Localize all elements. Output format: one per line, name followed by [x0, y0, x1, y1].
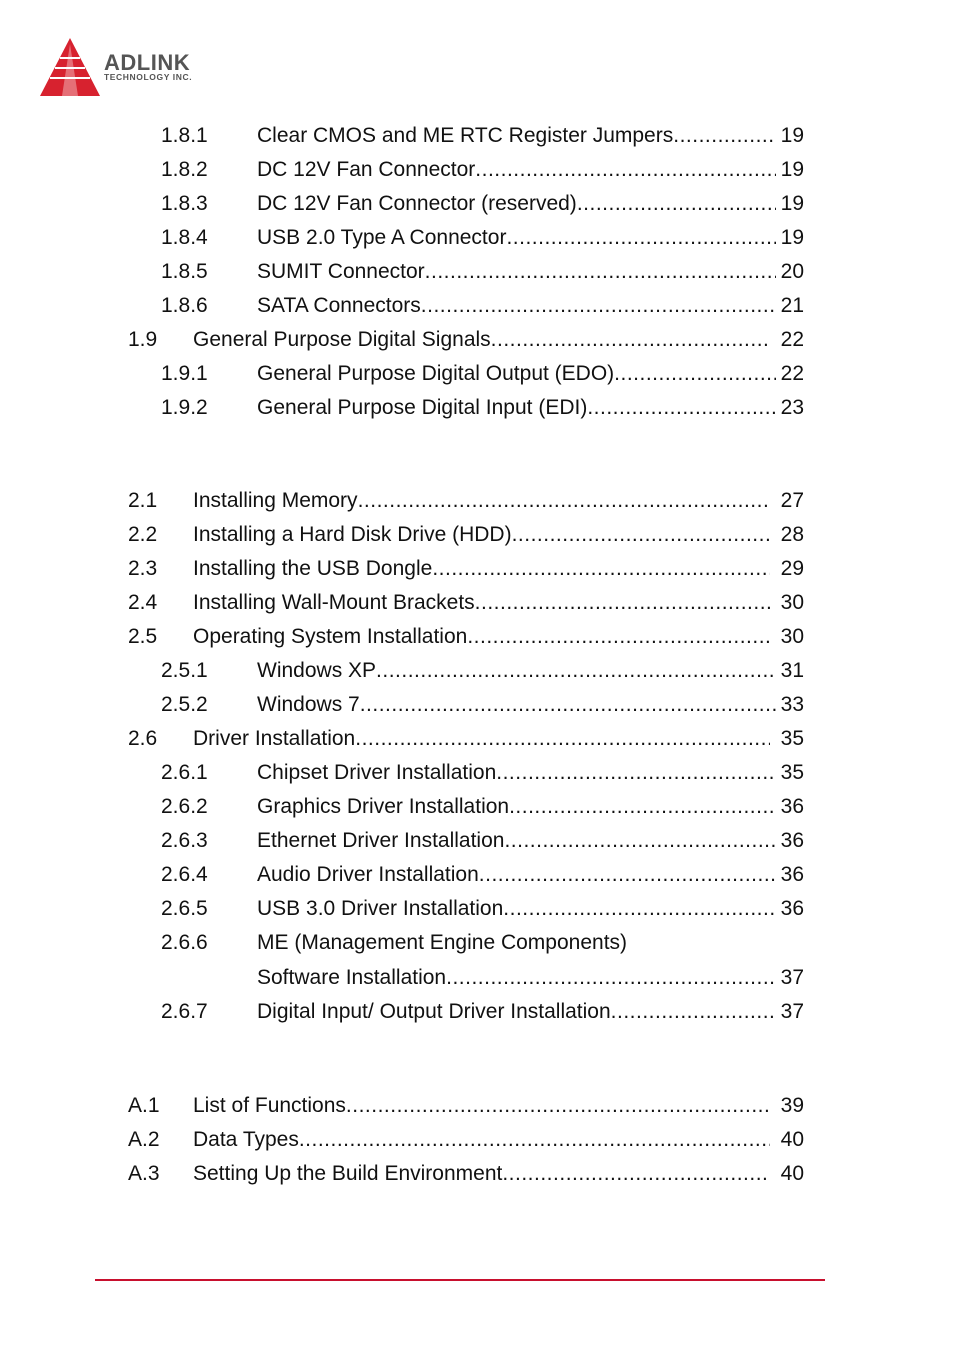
toc-entry-page: 31: [780, 659, 804, 682]
toc-entry[interactable]: [0, 827, 954, 855]
toc-leader-dots: [425, 258, 776, 286]
toc-entry-page: 23: [780, 396, 804, 419]
toc-entry-number: A.3: [128, 1162, 160, 1185]
toc-entry[interactable]: [0, 487, 954, 515]
toc-leader-dots: [577, 190, 776, 218]
toc-entry-number: 2.6.5: [161, 897, 208, 920]
toc-entry-number: 2.6.7: [161, 1000, 208, 1023]
toc-entry-page: 19: [780, 158, 804, 181]
toc-leader-dots: [446, 964, 776, 992]
toc-entry-page: 22: [780, 328, 804, 351]
toc-leader-dots: [509, 793, 776, 821]
toc-entry-title: Installing the USB Dongle: [193, 557, 433, 580]
toc-leader-dots: [496, 759, 776, 787]
toc-entry-page: 37: [780, 966, 804, 989]
toc-entry[interactable]: [0, 1160, 954, 1188]
toc-entry-number: 2.5: [128, 625, 158, 648]
toc-leader-dots: [432, 555, 770, 583]
toc-leader-dots: [346, 1092, 770, 1120]
toc-leader-dots: [587, 394, 776, 422]
toc-entry[interactable]: [0, 258, 954, 286]
toc-entry-page: 40: [780, 1162, 804, 1185]
toc-leader-dots: [358, 487, 770, 515]
toc-leader-dots: [512, 521, 770, 549]
toc-entry[interactable]: [0, 861, 954, 889]
toc-entry-number: 1.9.2: [161, 396, 208, 419]
toc-entry-number: 1.8.5: [161, 260, 208, 283]
toc-leader-dots: [673, 122, 776, 150]
toc-entry[interactable]: [0, 360, 954, 388]
toc-entry-title: Operating System Installation: [193, 625, 468, 648]
toc-entry-number: 1.8.1: [161, 124, 208, 147]
toc-entry-page: 35: [780, 761, 804, 784]
toc-leader-dots: [611, 998, 776, 1026]
toc-entry[interactable]: [0, 657, 954, 685]
toc-entry[interactable]: [0, 394, 954, 422]
toc-entry-number: 2.5.2: [161, 693, 208, 716]
toc-leader-dots: [355, 725, 770, 753]
toc-entry-page: 19: [780, 192, 804, 215]
toc-entry-number: 2.6.4: [161, 863, 208, 886]
toc-entry[interactable]: [0, 122, 954, 150]
toc-entry-page: 39: [780, 1094, 804, 1117]
toc-entry-page: 19: [780, 124, 804, 147]
toc-entry-page: 21: [780, 294, 804, 317]
toc-entry-number: 1.9.1: [161, 362, 208, 385]
toc-leader-dots: [491, 326, 770, 354]
toc-entry-page: 36: [780, 897, 804, 920]
toc-entry[interactable]: [0, 190, 954, 218]
toc-entry[interactable]: [0, 521, 954, 549]
toc-entry-page: 30: [780, 625, 804, 648]
brand-name: ADLINK: [104, 50, 191, 75]
toc-entry-page: 22: [780, 362, 804, 385]
toc-entry-page: 27: [780, 489, 804, 512]
toc-entry-number: 2.1: [128, 489, 158, 512]
toc-entry-number: 2.6: [128, 727, 158, 750]
toc-entry[interactable]: [0, 224, 954, 252]
adlink-triangle-icon: [38, 38, 102, 100]
toc-entry-number: 1.8.2: [161, 158, 208, 181]
toc-entry-title: General Purpose Digital Output (EDO): [257, 362, 615, 385]
toc-entry-title: Setting Up the Build Environment: [193, 1162, 503, 1185]
toc-entry[interactable]: [0, 793, 954, 821]
toc-entry-number: 2.6.1: [161, 761, 208, 784]
toc-entry-number: A.2: [128, 1128, 160, 1151]
toc-entry-title: SATA Connectors: [257, 294, 421, 317]
toc-entry-title: Driver Installation: [193, 727, 356, 750]
toc-entry-title: ME (Management Engine Components): [257, 931, 628, 954]
footer-divider: [95, 1279, 825, 1281]
toc-leader-dots: [376, 657, 776, 685]
toc-entry-page: 36: [780, 829, 804, 852]
toc-entry-title: Software Installation: [257, 966, 447, 989]
toc-leader-dots: [467, 623, 770, 651]
toc-leader-dots: [421, 292, 776, 320]
toc-entry-page: 29: [780, 557, 804, 580]
toc-entry-number: 1.9: [128, 328, 158, 351]
toc-entry-number: 2.6.6: [161, 931, 208, 954]
toc-entry-number: 1.8.3: [161, 192, 208, 215]
toc-entry-number: 2.2: [128, 523, 158, 546]
toc-entry[interactable]: [0, 725, 954, 753]
toc-entry[interactable]: [0, 555, 954, 583]
toc-entry-page: 36: [780, 795, 804, 818]
toc-entry-page: 36: [780, 863, 804, 886]
toc-leader-dots: [502, 1160, 770, 1188]
brand-subtitle: TECHNOLOGY INC.: [104, 72, 193, 82]
toc-leader-dots: [479, 861, 776, 889]
toc-entry-title: General Purpose Digital Signals: [193, 328, 491, 351]
toc-entry-title: Audio Driver Installation: [257, 863, 479, 886]
toc-entry-title: Clear CMOS and ME RTC Register Jumpers: [257, 124, 674, 147]
toc-entry-page: 35: [780, 727, 804, 750]
toc-entry-title: Installing Memory: [193, 489, 358, 512]
toc-entry[interactable]: [0, 623, 954, 651]
toc-entry-number: 1.8.6: [161, 294, 208, 317]
toc-entry[interactable]: [0, 1092, 954, 1120]
toc-entry-number: 2.5.1: [161, 659, 208, 682]
toc-entry[interactable]: [0, 929, 954, 957]
toc-entry-number: 2.6.2: [161, 795, 208, 818]
toc-entry-title: Installing a Hard Disk Drive (HDD): [193, 523, 512, 546]
toc-entry-title: DC 12V Fan Connector: [257, 158, 476, 181]
toc-entry-title: Windows XP: [257, 659, 377, 682]
toc-entry-number: 2.4: [128, 591, 158, 614]
toc-entry-number: 2.6.3: [161, 829, 208, 852]
toc-entry-title: USB 3.0 Driver Installation: [257, 897, 504, 920]
toc-entry-page: 30: [780, 591, 804, 614]
toc-entry-number: A.1: [128, 1094, 160, 1117]
toc-entry[interactable]: [0, 759, 954, 787]
toc-leader-dots: [475, 156, 776, 184]
toc-leader-dots: [503, 895, 776, 923]
toc-entry-page: 28: [780, 523, 804, 546]
toc-leader-dots: [506, 224, 776, 252]
toc-entry[interactable]: [0, 589, 954, 617]
toc-entry[interactable]: [0, 326, 954, 354]
toc-entry-title: Ethernet Driver Installation: [257, 829, 505, 852]
toc-leader-dots: [299, 1126, 770, 1154]
toc-entry-page: 20: [780, 260, 804, 283]
toc-entry-title: Installing Wall-Mount Brackets: [193, 591, 475, 614]
toc-entry-page: 33: [780, 693, 804, 716]
toc-entry-title: General Purpose Digital Input (EDI): [257, 396, 588, 419]
toc-entry[interactable]: [0, 998, 954, 1026]
toc-entry[interactable]: [0, 691, 954, 719]
toc-entry-title: Windows 7: [257, 693, 360, 716]
toc-entry-title: SUMIT Connector: [257, 260, 425, 283]
toc-leader-dots: [504, 827, 776, 855]
toc-entry-page: 19: [780, 226, 804, 249]
toc-entry-page: 40: [780, 1128, 804, 1151]
toc-entry-title: USB 2.0 Type A Connector: [257, 226, 507, 249]
toc-entry-title: Digital Input/ Output Driver Installation: [257, 1000, 611, 1023]
toc-leader-dots: [475, 589, 770, 617]
adlink-logo: [38, 38, 238, 100]
toc-entry[interactable]: [0, 292, 954, 320]
toc-leader-dots: [614, 360, 776, 388]
toc-entry-title: Data Types: [193, 1128, 299, 1151]
toc-entry-title: Chipset Driver Installation: [257, 761, 497, 784]
toc-entry[interactable]: [0, 895, 954, 923]
toc-entry[interactable]: [0, 1126, 954, 1154]
toc-entry-number: 2.3: [128, 557, 158, 580]
toc-entry-number: 1.8.4: [161, 226, 208, 249]
toc-leader-dots: [360, 691, 776, 719]
toc-entry[interactable]: [0, 964, 954, 992]
toc-entry-title: DC 12V Fan Connector (reserved): [257, 192, 577, 215]
toc-entry-page: 37: [780, 1000, 804, 1023]
toc-entry[interactable]: [0, 156, 954, 184]
toc-entry-title: List of Functions: [193, 1094, 346, 1117]
toc-entry-title: Graphics Driver Installation: [257, 795, 510, 818]
